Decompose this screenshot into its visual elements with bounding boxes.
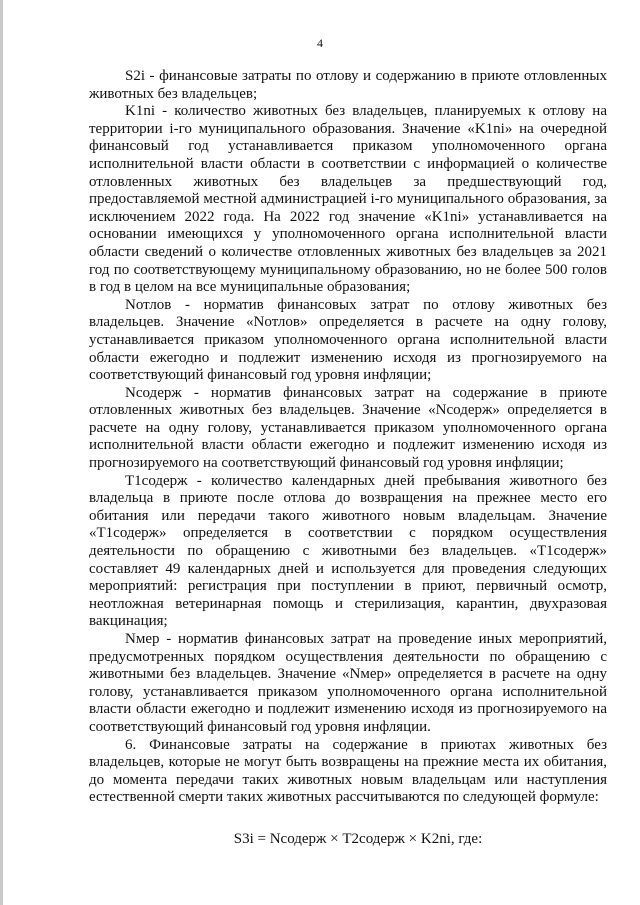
paragraph-nsoderzh-definition: Nсодерж - норматив финансовых затрат на содержание в приюте отловленных животных без владельцев. Значение «Nсодерж» определяется в расчете на одну голову, устанавливается приказом уполномоченного органа исполнительной власти области ежегодно и подлежит изменению исходя из прогнозируемого на соответствующий финансовый год уровня инфляции; — [89, 384, 607, 472]
page-number: 4 — [317, 36, 323, 50]
paragraph-notlov-definition: Nотлов - норматив финансовых затрат по отлову животных без владельцев. Значение «Nотлов» определяется в расчете на одну голову, устанавливается приказом уполномоченного органа исполнительной власти области ежегодно и подлежит изменению исходя из прогнозируемого на соответствующий финансовый год уровня инфляции; — [89, 296, 607, 384]
scan-edge — [0, 0, 3, 905]
paragraph-section-6: 6. Финансовые затраты на содержание в приютах животных без владельцев, которые не могут быть возвращены на прежние места их обитания, до момента передачи таких животных новым владельцам или наступления естественной смерти таких животных рассчитываются по следующей формуле: — [89, 736, 607, 806]
formula-s3i: S3i = Nсодерж × T2содерж × K2ni, где: — [233, 830, 483, 847]
paragraph-k1ni-definition: K1ni - количество животных без владельцев, планируемых к отлову на территории i-го муниципального образования. Значение «K1ni» на очередной финансовый год устанавливается приказом уполномоченного органа исполнительной власти области в соответствии с информацией о количестве отловленных животных без владельцев за предшествующий год, предоставляемой местной администрацией i-го муниципального образования, за исключением 2022 года. На 2022 год значение «K1ni» устанавливается на основании имеющихся у уполномоченного органа исполнительной власти области сведений о количестве отловленных животных без владельцев за 2021 год по соответствующему муниципальному образованию, но не более 500 голов в год в целом на все муниципальные образования; — [89, 103, 607, 296]
paragraph-t1soderzh-definition: T1содерж - количество календарных дней пребывания животного без владельца в приюте после отлова до возвращения на прежнее место его обитания или передачи такого животного новым владельцам. Значение «T1содерж» определяется в соответствии с порядком осуществления деятельности по обращению с животными без владельцев. «T1содерж» составляет 49 календарных дней и используется для проведения следующих мероприятий: регистрация при поступлении в приют, первичный осмотр, неотложная ветеринарная помощь и стерилизация, карантин, двухразовая вакцинация; — [89, 472, 607, 630]
document-body — [89, 68, 607, 849]
paragraph-nmer-definition: Nмер - норматив финансовых затрат на проведение иных мероприятий, предусмотренных порядком осуществления деятельности по обращению с животными без владельцев. Значение «Nмер» определяется в расчете на одну голову, устанавливается приказом уполномоченного органа исполнительной власти области ежегодно и подлежит изменению исходя из прогнозируемого на соответствующий финансовый год уровня инфляции. — [89, 631, 607, 735]
paragraph-s2i-definition: S2i - финансовые затраты по отлову и содержанию в приюте отловленных животных без владельцев; — [89, 68, 607, 102]
